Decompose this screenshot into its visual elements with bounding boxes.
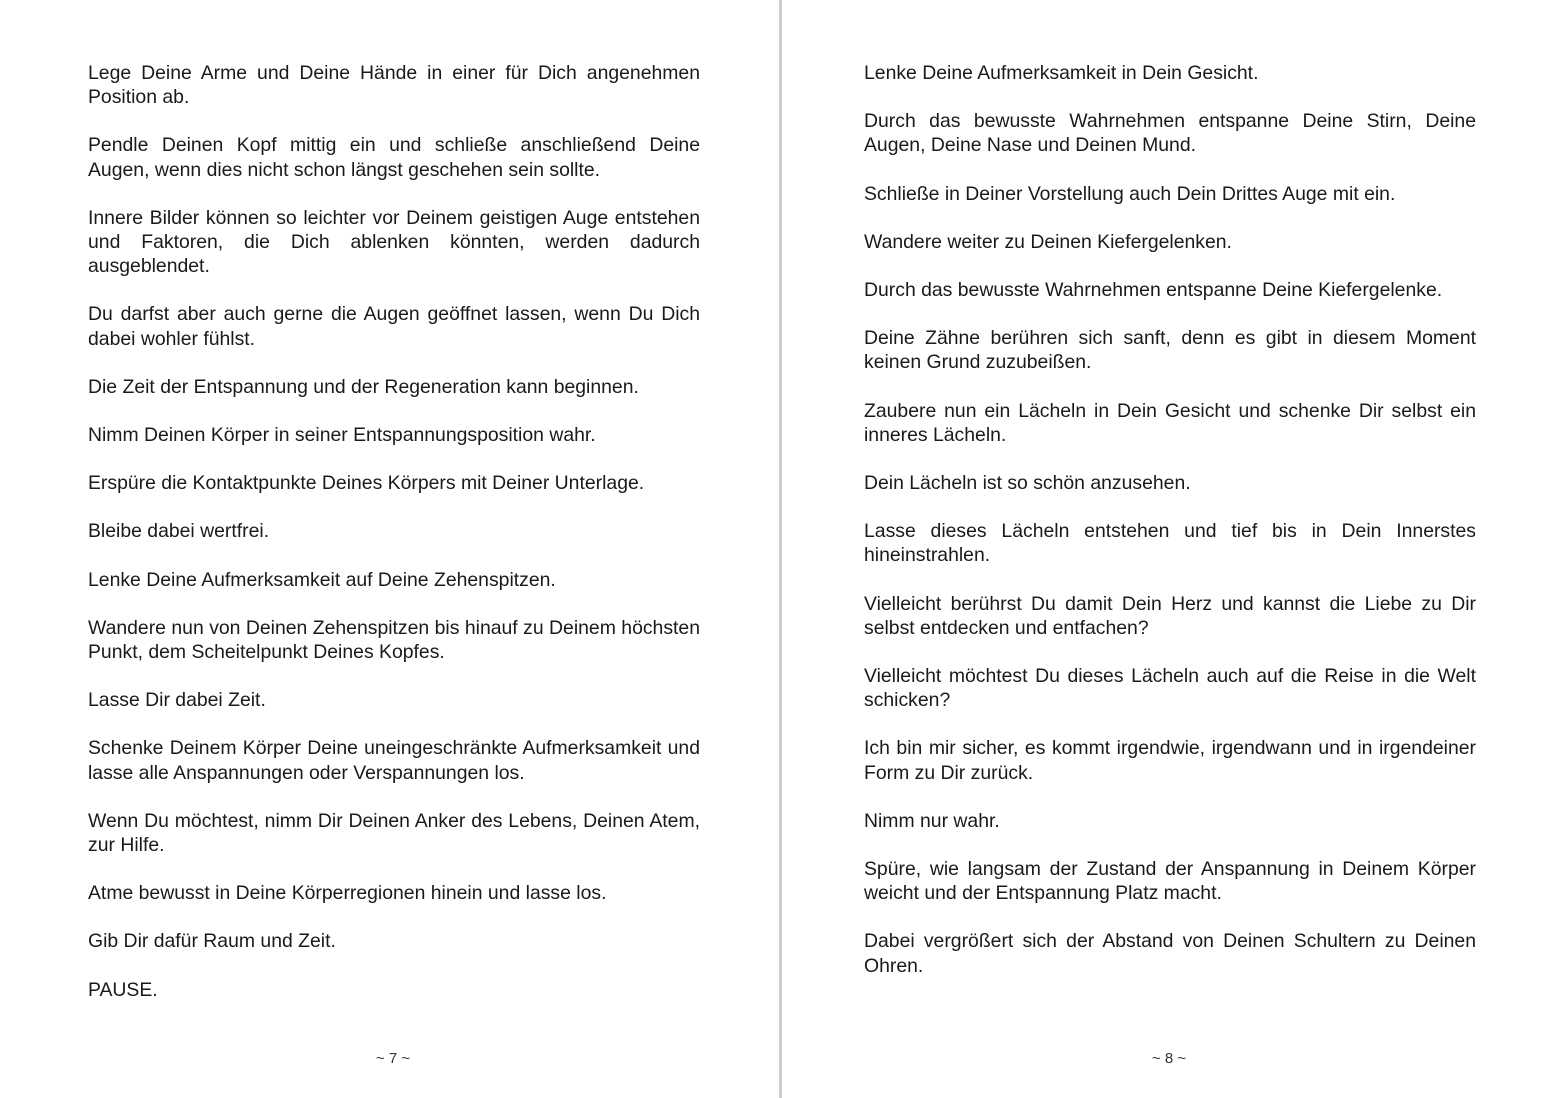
paragraph: Durch das bewusste Wahrnehmen entspanne Deine Stirn, Deine Augen, Deine Nase und Deinen Mund.	[864, 110, 1476, 157]
page-number: ~ 7 ~	[375, 1050, 411, 1067]
paragraph: Wenn Du möchtest, nimm Dir Deinen Anker des Lebens, Deinen Atem, zur Hilfe.	[88, 809, 700, 857]
paragraph: Schließe in Deiner Vorstellung auch Dein Drittes Auge mit ein.	[864, 182, 1396, 205]
paragraph: Deine Zähne berühren sich sanft, denn es gibt in diesem Moment keinen Grund zuzubeißen.	[864, 327, 1476, 374]
paragraph: PAUSE.	[88, 978, 158, 1001]
paragraph: Pendle Deinen Kopf mittig ein und schließe anschließend Deine Augen, wenn dies nicht schon längst geschehen sein sollte.	[88, 134, 700, 181]
paragraph: Atme bewusst in Deine Körperregionen hinein und lasse los.	[88, 882, 607, 905]
paragraph: Lenke Deine Aufmerksamkeit in Dein Gesicht.	[864, 62, 1259, 84]
paragraph: Lasse dieses Lächeln entstehen und tief bis in Dein Innerstes hineinstrahlen.	[864, 520, 1476, 567]
paragraph: Dabei vergrößert sich der Abstand von Deinen Schultern zu Deinen Ohren.	[864, 930, 1476, 977]
paragraph: Schenke Deinem Körper Deine uneingeschränkte Aufmerksamkeit und lasse alle Anspannungen oder Verspannungen los.	[88, 737, 700, 784]
paragraph: Zaubere nun ein Lächeln in Dein Gesicht und schenke Dir selbst ein inneres Lächeln.	[864, 399, 1476, 446]
right-page	[782, 0, 1564, 1098]
paragraph: Innere Bilder können so leichter vor Deinem geistigen Auge entstehen und Faktoren, die Dich ablenken könnten, werden dadurch ausgeblendet.	[88, 206, 700, 278]
paragraph: Nimm Deinen Körper in seiner Entspannungsposition wahr.	[88, 424, 596, 447]
paragraph: Lege Deine Arme und Deine Hände in einer für Dich angenehmen Position ab.	[88, 62, 700, 109]
left-page	[0, 0, 780, 1098]
paragraph: Gib Dir dafür Raum und Zeit.	[88, 930, 336, 953]
paragraph: Bleibe dabei wertfrei.	[88, 520, 270, 543]
left-page-text	[88, 61, 700, 1026]
paragraph: Wandere weiter zu Deinen Kiefergelenken.	[864, 230, 1232, 253]
page-number: ~ 8 ~	[1151, 1050, 1187, 1067]
paragraph: Lasse Dir dabei Zeit.	[88, 689, 266, 712]
paragraph: Vielleicht möchtest Du dieses Lächeln auch auf die Reise in die Welt schicken?	[864, 665, 1476, 712]
paragraph: Du darfst aber auch gerne die Augen geöffnet lassen, wenn Du Dich dabei wohler fühlst.	[88, 303, 700, 350]
paragraph: Die Zeit der Entspannung und der Regeneration kann beginnen.	[88, 375, 639, 398]
paragraph: Ich bin mir sicher, es kommt irgendwie, irgendwann und in irgendeiner Form zu Dir zurück.	[864, 737, 1476, 784]
paragraph: Erspüre die Kontaktpunkte Deines Körpers mit Deiner Unterlage.	[88, 472, 645, 495]
paragraph: Nimm nur wahr.	[864, 809, 1000, 832]
paragraph: Dein Lächeln ist so schön anzusehen.	[864, 472, 1191, 495]
paragraph: Lenke Deine Aufmerksamkeit auf Deine Zehenspitzen.	[88, 568, 556, 591]
right-page-text	[864, 61, 1476, 1002]
paragraph: Spüre, wie langsam der Zustand der Anspannung in Deinem Körper weicht und der Entspannung Platz macht.	[864, 858, 1476, 905]
paragraph: Wandere nun von Deinen Zehenspitzen bis hinauf zu Deinem höchsten Punkt, dem Scheitelpunkt Deines Kopfes.	[88, 616, 700, 664]
paragraph: Durch das bewusste Wahrnehmen entspanne Deine Kiefergelenke.	[864, 279, 1443, 302]
paragraph: Vielleicht berührst Du damit Dein Herz und kannst die Liebe zu Dir selbst entdecken und entfachen?	[864, 592, 1476, 639]
